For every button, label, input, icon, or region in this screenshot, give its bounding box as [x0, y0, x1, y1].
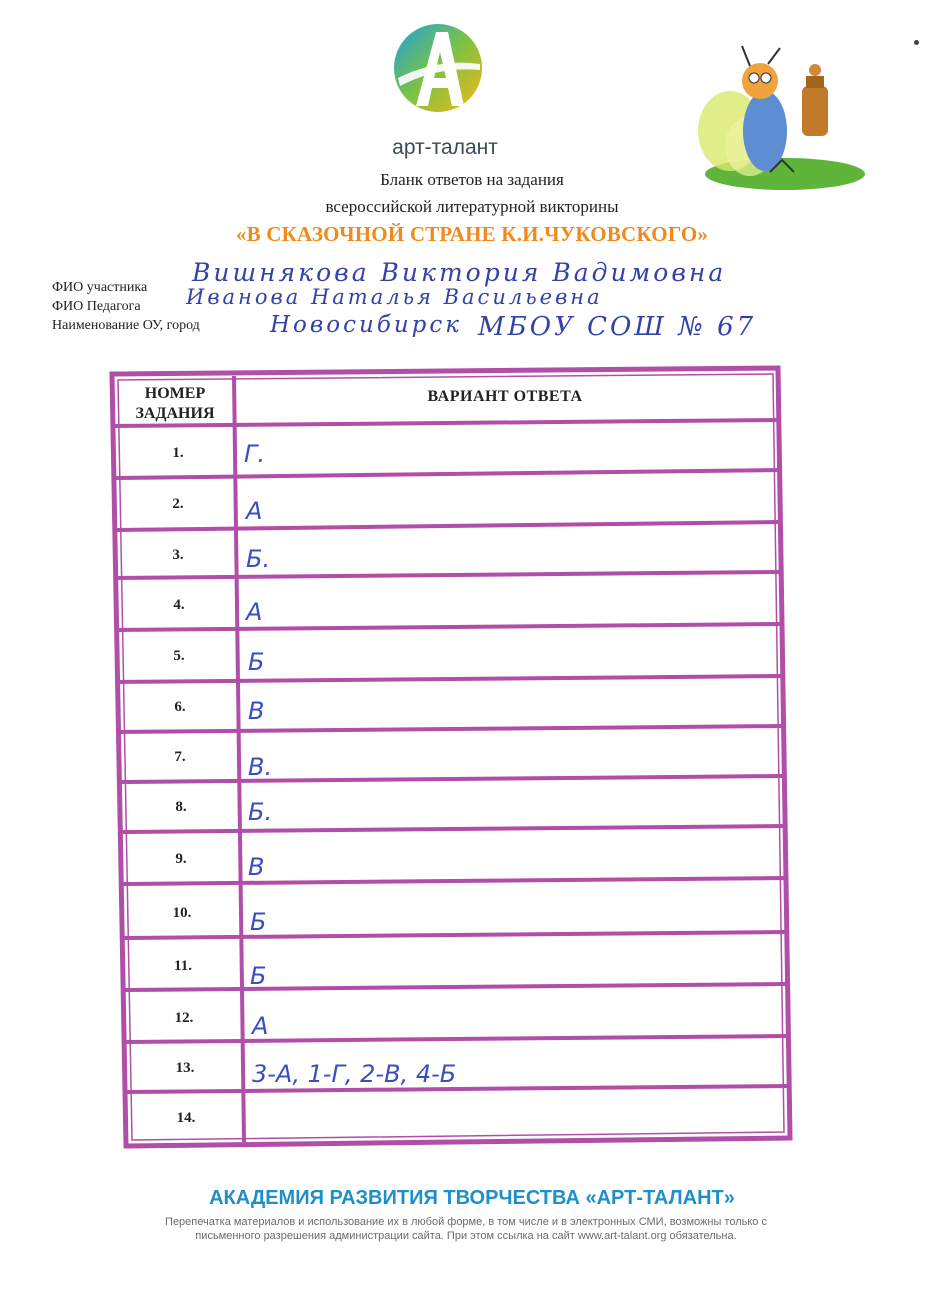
row-number: 14. — [176, 1110, 196, 1126]
row-number: 4. — [173, 597, 185, 613]
form-heading-line1: Бланк ответов на задания — [380, 170, 564, 189]
row-number: 13. — [175, 1060, 195, 1076]
row-number: 6. — [174, 699, 186, 715]
school-handwritten: МБОУ СОШ № 67 — [478, 312, 757, 342]
quiz-title: «В СКАЗОЧНОЙ СТРАНЕ К.И.ЧУКОВСКОГО» — [235, 222, 709, 246]
column-header-task-number — [116, 384, 234, 424]
city-handwritten: Новосибирск — [270, 312, 463, 338]
row-answer: Б — [248, 648, 265, 676]
row-answer: Б — [250, 908, 267, 936]
participant-name-handwritten: Вишнякова Виктория Вадимовна — [192, 258, 727, 287]
column-header-number-line2: ЗАДАНИЯ — [135, 405, 215, 422]
brand-name: арт-талант — [392, 136, 498, 159]
teacher-label: ФИО Педагога — [52, 299, 141, 314]
row-number: 5. — [173, 648, 185, 664]
row-number: 10. — [172, 905, 192, 921]
row-number: 8. — [175, 799, 187, 815]
teacher-name-handwritten: Иванова Наталья Васильевна — [186, 285, 603, 309]
row-number: 1. — [172, 445, 184, 461]
footer-copyright-note — [96, 1215, 836, 1243]
row-number: 3. — [172, 547, 184, 563]
row-answer: Б. — [248, 798, 273, 826]
school-label: Наименование ОУ, город — [52, 318, 200, 333]
row-answer: 3-А, 1-Г, 2-В, 4-Б — [252, 1060, 457, 1088]
row-answer: Б. — [246, 545, 271, 573]
row-answer: В — [248, 697, 265, 725]
row-number: 12. — [174, 1010, 194, 1026]
row-number: 7. — [174, 749, 186, 765]
footer-note-line1: Перепечатка материалов и использование их в любой форме, в том числе и в электронных СМИ, возможны только с — [165, 1216, 767, 1228]
column-header-number-line1: НОМЕР — [144, 385, 206, 402]
row-number: 9. — [175, 851, 187, 867]
row-answer: Б — [250, 962, 267, 990]
row-answer: Г. — [244, 440, 265, 468]
row-number: 11. — [174, 958, 192, 974]
footer-note-line2: письменного разрешения администрации сайта. При этом ссылка на сайт www.art-talant.org обязательна. — [195, 1230, 737, 1242]
participant-label: ФИО участника — [52, 280, 148, 295]
row-number: 2. — [172, 496, 184, 512]
row-answer: В — [248, 853, 265, 881]
row-answer: В. — [248, 753, 273, 781]
footer-title: АКАДЕМИЯ РАЗВИТИЯ ТВОРЧЕСТВА «АРТ-ТАЛАНТ» — [209, 1187, 735, 1209]
row-answer: А — [246, 497, 263, 525]
row-answer: А — [246, 598, 263, 626]
row-answer: А — [252, 1012, 269, 1040]
form-heading-line2: всероссийской литературной викторины — [325, 197, 619, 216]
column-header-answer: ВАРИАНТ ОТВЕТА — [427, 388, 583, 405]
